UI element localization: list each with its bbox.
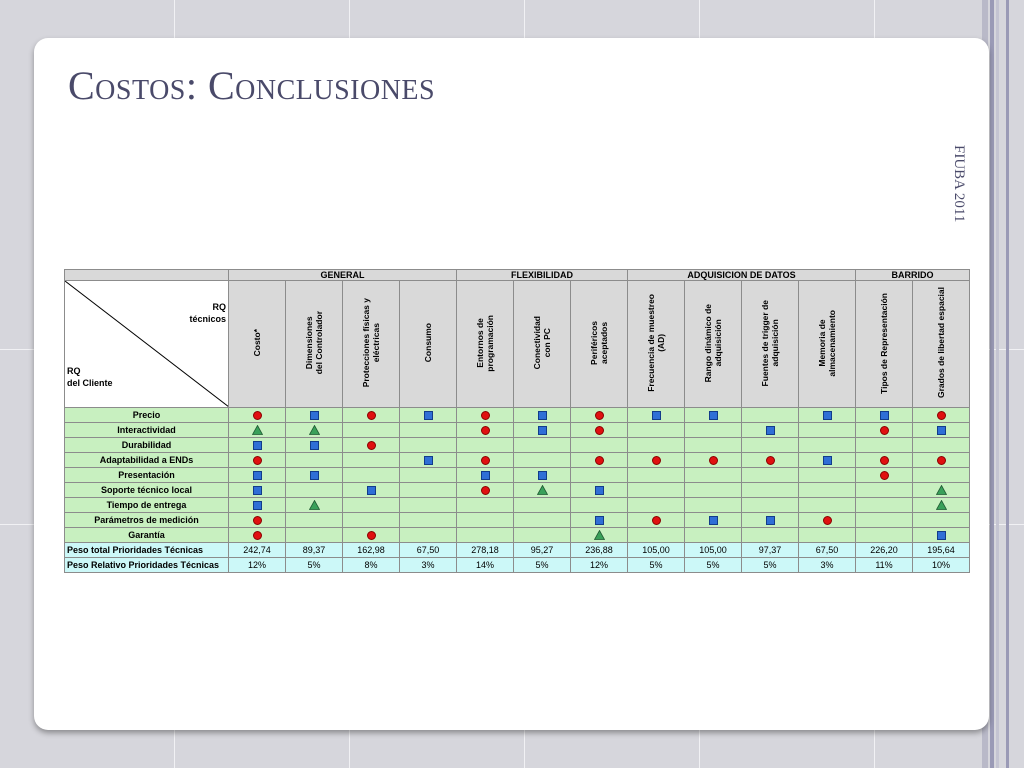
relation-cell [457, 483, 514, 498]
weak-relation-square-icon [424, 456, 433, 465]
relation-cell [742, 408, 799, 423]
strong-relation-circle-icon [880, 456, 889, 465]
medium-relation-triangle-icon [936, 485, 947, 495]
relation-cell [571, 408, 628, 423]
strong-relation-circle-icon [253, 411, 262, 420]
relation-cell [286, 468, 343, 483]
relation-cell [685, 513, 742, 528]
total-weight-value: 95,27 [514, 543, 571, 558]
relative-weight-value: 3% [400, 558, 457, 573]
relation-cell [913, 513, 970, 528]
relation-cell [685, 483, 742, 498]
relation-cell [628, 438, 685, 453]
strong-relation-circle-icon [823, 516, 832, 525]
relation-cell [400, 528, 457, 543]
relation-cell [628, 423, 685, 438]
relation-cell [571, 468, 628, 483]
strong-relation-circle-icon [937, 411, 946, 420]
relation-cell [856, 483, 913, 498]
relation-cell [400, 453, 457, 468]
relation-cell [400, 438, 457, 453]
total-weight-value: 97,37 [742, 543, 799, 558]
relation-cell [856, 528, 913, 543]
relation-cell [856, 498, 913, 513]
relation-cell [457, 468, 514, 483]
technical-requirement-label: Dimensiones del Controlador [304, 311, 324, 375]
relation-cell [343, 438, 400, 453]
relation-cell [457, 513, 514, 528]
strong-relation-circle-icon [937, 456, 946, 465]
technical-requirement-label: Consumo [423, 323, 433, 363]
requirement-row [65, 513, 970, 528]
relation-cell [799, 408, 856, 423]
client-requirement-label: Parámetros de medición [65, 513, 229, 528]
total-weight-value: 195,64 [913, 543, 970, 558]
column-header-row [65, 281, 970, 408]
weak-relation-square-icon [709, 411, 718, 420]
strong-relation-circle-icon [253, 516, 262, 525]
relation-cell [400, 423, 457, 438]
strong-relation-circle-icon [253, 531, 262, 540]
weak-relation-square-icon [595, 486, 604, 495]
requirement-row [65, 408, 970, 423]
relation-cell [514, 423, 571, 438]
technical-requirement-header [229, 281, 286, 408]
relation-cell [742, 528, 799, 543]
weak-relation-square-icon [310, 471, 319, 480]
technical-requirement-header [856, 281, 913, 408]
total-weight-value: 226,20 [856, 543, 913, 558]
strong-relation-circle-icon [481, 456, 490, 465]
relative-weight-value: 10% [913, 558, 970, 573]
relation-cell [514, 528, 571, 543]
requirement-row [65, 498, 970, 513]
technical-requirement-header [457, 281, 514, 408]
relative-weight-value: 14% [457, 558, 514, 573]
relative-weight-label: Peso Relativo Prioridades Técnicas [65, 558, 229, 573]
relation-cell [571, 528, 628, 543]
relation-cell [856, 513, 913, 528]
total-weight-value: 236,88 [571, 543, 628, 558]
weak-relation-square-icon [937, 531, 946, 540]
relation-cell [229, 483, 286, 498]
technical-requirement-header [685, 281, 742, 408]
edge-stripe [1006, 0, 1009, 768]
relation-cell [742, 453, 799, 468]
relation-cell [685, 438, 742, 453]
requirement-row [65, 528, 970, 543]
client-requirements-label: RQ del Cliente [67, 366, 113, 388]
relation-cell [628, 513, 685, 528]
relative-weight-value: 12% [571, 558, 628, 573]
total-weight-value: 278,18 [457, 543, 514, 558]
relation-cell [514, 453, 571, 468]
qfd-matrix-table [64, 269, 970, 573]
total-weight-row [65, 543, 970, 558]
relation-cell [628, 483, 685, 498]
requirement-row [65, 483, 970, 498]
relation-cell [457, 528, 514, 543]
weak-relation-square-icon [595, 516, 604, 525]
relation-cell [856, 408, 913, 423]
group-header: BARRIDO [856, 270, 970, 281]
weak-relation-square-icon [367, 486, 376, 495]
weak-relation-square-icon [880, 411, 889, 420]
relation-cell [514, 483, 571, 498]
weak-relation-square-icon [253, 486, 262, 495]
relative-weight-value: 5% [514, 558, 571, 573]
relation-cell [457, 423, 514, 438]
relation-cell [400, 498, 457, 513]
relation-cell [343, 423, 400, 438]
relation-cell [286, 498, 343, 513]
requirement-row [65, 468, 970, 483]
technical-requirement-label: Periféricos aceptados [589, 321, 609, 365]
group-header: GENERAL [229, 270, 457, 281]
strong-relation-circle-icon [481, 426, 490, 435]
relation-cell [685, 528, 742, 543]
weak-relation-square-icon [937, 426, 946, 435]
relation-cell [571, 498, 628, 513]
relation-cell [571, 483, 628, 498]
relation-cell [229, 453, 286, 468]
client-requirement-label: Precio [65, 408, 229, 423]
relation-cell [799, 483, 856, 498]
technical-requirement-label: Costo* [252, 329, 262, 357]
relation-cell [400, 468, 457, 483]
weak-relation-square-icon [253, 471, 262, 480]
group-header-row [65, 270, 970, 281]
group-header: ADQUISICION DE DATOS [628, 270, 856, 281]
total-weight-value: 105,00 [685, 543, 742, 558]
relation-cell [514, 468, 571, 483]
technical-requirement-label: Conectividad con PC [532, 316, 552, 370]
total-weight-label: Peso total Prioridades Técnicas [65, 543, 229, 558]
relation-cell [514, 438, 571, 453]
relative-weight-value: 11% [856, 558, 913, 573]
weak-relation-square-icon [709, 516, 718, 525]
relation-cell [742, 483, 799, 498]
relation-cell [913, 453, 970, 468]
relation-cell [799, 423, 856, 438]
slide-title: Costos: Conclusiones [68, 63, 436, 108]
weak-relation-square-icon [481, 471, 490, 480]
relation-cell [913, 483, 970, 498]
strong-relation-circle-icon [880, 426, 889, 435]
relation-cell [628, 468, 685, 483]
relation-cell [685, 408, 742, 423]
weak-relation-square-icon [538, 471, 547, 480]
client-requirement-label: Interactividad [65, 423, 229, 438]
client-requirement-label: Tiempo de entrega [65, 498, 229, 513]
relation-cell [343, 498, 400, 513]
total-weight-value: 67,50 [799, 543, 856, 558]
weak-relation-square-icon [823, 456, 832, 465]
relation-cell [913, 498, 970, 513]
relation-cell [457, 453, 514, 468]
relation-cell [856, 468, 913, 483]
technical-requirement-label: Rango dinámico de adquisición [703, 303, 723, 383]
relation-cell [628, 453, 685, 468]
medium-relation-triangle-icon [936, 500, 947, 510]
relative-weight-value: 8% [343, 558, 400, 573]
relation-cell [286, 483, 343, 498]
relation-cell [856, 423, 913, 438]
strong-relation-circle-icon [367, 441, 376, 450]
relative-weight-value: 5% [286, 558, 343, 573]
relation-cell [913, 438, 970, 453]
total-weight-value: 67,50 [400, 543, 457, 558]
relation-cell [685, 423, 742, 438]
relation-cell [286, 453, 343, 468]
relation-cell [742, 498, 799, 513]
relation-cell [685, 468, 742, 483]
weak-relation-square-icon [538, 426, 547, 435]
technical-requirement-header [343, 281, 400, 408]
strong-relation-circle-icon [367, 411, 376, 420]
relation-cell [514, 498, 571, 513]
relation-cell [229, 513, 286, 528]
medium-relation-triangle-icon [309, 500, 320, 510]
technical-requirement-header [514, 281, 571, 408]
relation-cell [286, 513, 343, 528]
relation-cell [571, 513, 628, 528]
technical-requirement-label: Protecciones físicas y eléctricas [361, 298, 381, 388]
weak-relation-square-icon [424, 411, 433, 420]
relation-cell [400, 408, 457, 423]
relation-cell [514, 408, 571, 423]
relation-cell [229, 528, 286, 543]
requirement-row [65, 438, 970, 453]
technical-requirement-header [571, 281, 628, 408]
medium-relation-triangle-icon [252, 425, 263, 435]
relative-weight-value: 5% [742, 558, 799, 573]
strong-relation-circle-icon [766, 456, 775, 465]
relation-cell [229, 423, 286, 438]
edge-stripe [990, 0, 994, 768]
relation-cell [742, 423, 799, 438]
relative-weight-value: 5% [628, 558, 685, 573]
relation-cell [571, 423, 628, 438]
technical-requirement-header [913, 281, 970, 408]
matrix-corner [65, 281, 229, 408]
relation-cell [628, 498, 685, 513]
weak-relation-square-icon [766, 426, 775, 435]
relation-cell [571, 453, 628, 468]
relation-cell [799, 513, 856, 528]
relation-cell [286, 438, 343, 453]
relation-cell [286, 423, 343, 438]
strong-relation-circle-icon [652, 456, 661, 465]
relation-cell [913, 408, 970, 423]
strong-relation-circle-icon [595, 426, 604, 435]
strong-relation-circle-icon [481, 486, 490, 495]
relation-cell [799, 453, 856, 468]
group-header: FLEXIBILIDAD [457, 270, 628, 281]
technical-requirement-label: Memoria de almacenamiento [817, 309, 837, 377]
weak-relation-square-icon [538, 411, 547, 420]
relative-weight-value: 12% [229, 558, 286, 573]
group-header-blank [65, 270, 229, 281]
relation-cell [685, 453, 742, 468]
relation-cell [343, 483, 400, 498]
total-weight-value: 162,98 [343, 543, 400, 558]
strong-relation-circle-icon [367, 531, 376, 540]
relation-cell [799, 498, 856, 513]
relation-cell [799, 528, 856, 543]
technical-requirement-header [286, 281, 343, 408]
strong-relation-circle-icon [880, 471, 889, 480]
relation-cell [229, 468, 286, 483]
technical-requirement-header [742, 281, 799, 408]
relation-cell [343, 528, 400, 543]
relation-cell [229, 438, 286, 453]
relation-cell [913, 468, 970, 483]
relation-cell [229, 408, 286, 423]
slide-panel [34, 38, 989, 730]
relation-cell [856, 453, 913, 468]
relation-cell [571, 438, 628, 453]
relation-cell [229, 498, 286, 513]
technical-requirement-label: Frecuencia de muestreo (AD) [646, 294, 666, 392]
relation-cell [799, 468, 856, 483]
relative-weight-value: 3% [799, 558, 856, 573]
strong-relation-circle-icon [481, 411, 490, 420]
relation-cell [343, 408, 400, 423]
technical-requirement-label: Entornos de programación [475, 314, 495, 372]
client-requirement-label: Presentación [65, 468, 229, 483]
total-weight-value: 89,37 [286, 543, 343, 558]
client-requirement-label: Adaptabilidad a ENDs [65, 453, 229, 468]
relation-cell [913, 423, 970, 438]
relation-cell [343, 453, 400, 468]
client-requirement-label: Soporte técnico local [65, 483, 229, 498]
medium-relation-triangle-icon [537, 485, 548, 495]
client-requirement-label: Garantía [65, 528, 229, 543]
client-requirement-label: Durabilidad [65, 438, 229, 453]
relation-cell [628, 528, 685, 543]
strong-relation-circle-icon [709, 456, 718, 465]
relation-cell [742, 513, 799, 528]
relation-cell [742, 438, 799, 453]
technical-requirement-header [400, 281, 457, 408]
weak-relation-square-icon [766, 516, 775, 525]
technical-requirement-label: Fuentes de trigger de adquisición [760, 299, 780, 387]
medium-relation-triangle-icon [309, 425, 320, 435]
requirement-row [65, 423, 970, 438]
relation-cell [457, 408, 514, 423]
edge-stripe [996, 0, 999, 768]
total-weight-value: 242,74 [229, 543, 286, 558]
relation-cell [343, 468, 400, 483]
total-weight-value: 105,00 [628, 543, 685, 558]
medium-relation-triangle-icon [594, 530, 605, 540]
weak-relation-square-icon [310, 411, 319, 420]
requirement-row [65, 453, 970, 468]
technical-requirement-label: Tipos de Representación [879, 292, 889, 394]
technical-requirements-label: RQ técnicos [189, 302, 226, 324]
relation-cell [286, 528, 343, 543]
technical-requirement-header [799, 281, 856, 408]
weak-relation-square-icon [823, 411, 832, 420]
relative-weight-value: 5% [685, 558, 742, 573]
weak-relation-square-icon [652, 411, 661, 420]
relative-weight-row [65, 558, 970, 573]
footer-label: FIUBA 2011 [951, 145, 967, 223]
technical-requirement-header [628, 281, 685, 408]
relation-cell [913, 528, 970, 543]
relation-cell [685, 498, 742, 513]
relation-cell [514, 513, 571, 528]
weak-relation-square-icon [310, 441, 319, 450]
weak-relation-square-icon [253, 441, 262, 450]
technical-requirement-label: Grados de libertad espacial [936, 287, 946, 399]
relation-cell [400, 483, 457, 498]
weak-relation-square-icon [253, 501, 262, 510]
strong-relation-circle-icon [595, 456, 604, 465]
relation-cell [286, 408, 343, 423]
relation-cell [799, 438, 856, 453]
strong-relation-circle-icon [595, 411, 604, 420]
strong-relation-circle-icon [253, 456, 262, 465]
relation-cell [742, 468, 799, 483]
relation-cell [400, 513, 457, 528]
relation-cell [856, 438, 913, 453]
relation-cell [457, 438, 514, 453]
relation-cell [457, 498, 514, 513]
relation-cell [343, 513, 400, 528]
relation-cell [628, 408, 685, 423]
strong-relation-circle-icon [652, 516, 661, 525]
